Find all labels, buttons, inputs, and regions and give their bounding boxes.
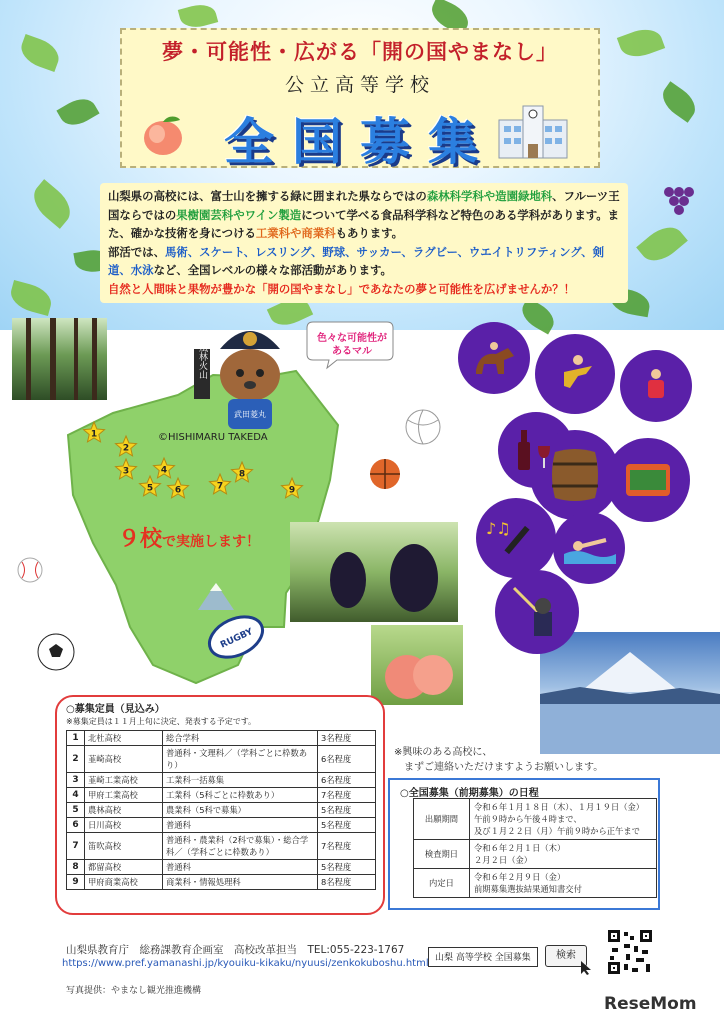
- cell-no: 4: [67, 788, 85, 803]
- kendo-icon: [510, 584, 564, 642]
- svg-text:5: 5: [146, 483, 154, 494]
- soccer-ball-icon: [36, 632, 76, 672]
- school-marker-9: [282, 478, 303, 498]
- cell-dept: 農業科（5科で募集）: [163, 803, 318, 818]
- wrestler-icon: [636, 366, 676, 406]
- cell-quota: 6名程度: [318, 773, 376, 788]
- headline: 夢・可能性・広がる「開の国やまなし」: [162, 40, 558, 64]
- cell-quota: 8名程度: [318, 875, 376, 890]
- svg-text:1: 1: [90, 429, 98, 440]
- cell-quota: 5名程度: [318, 803, 376, 818]
- cell-no: 7: [67, 833, 85, 860]
- mascot-banner-text: 武田菱丸: [234, 410, 266, 419]
- svg-text:8: 8: [238, 469, 246, 480]
- cell-school: 農林高校: [85, 803, 163, 818]
- cell-no: 8: [67, 860, 85, 875]
- weightlifting-icon: [620, 456, 676, 504]
- clarinet-icon: [484, 518, 546, 558]
- photo-credit: 写真提供：やまなし観光推進機構: [66, 986, 202, 996]
- schedule-label: 内定日: [414, 869, 470, 898]
- copyright-caption: ©HISHIMARU TAKEDA: [158, 432, 268, 443]
- footer-url-link[interactable]: https://www.pref.yamanashi.jp/kyouiku-kikaku/nyuusi/zenkokuboshu.html: [62, 958, 429, 969]
- recruitment-title: ○募集定員（見込み）: [66, 704, 165, 715]
- cell-school: 韮崎工業高校: [85, 773, 163, 788]
- table-row: [67, 803, 376, 818]
- swimmer-icon: [562, 530, 618, 566]
- schedule-line: 午前９時から午後４時まで、: [474, 814, 582, 824]
- school-marker-1: [84, 422, 105, 442]
- schedule-label: 出願期間: [414, 799, 470, 840]
- cell-school: 都留高校: [85, 860, 163, 875]
- footer-contact: 山梨県教育庁 総務課教育企画室 高校改革担当 TEL:055-223-1767: [66, 944, 405, 956]
- recruitment-note: ※募集定員は１１月上旬に決定、発表する予定です。: [66, 717, 257, 726]
- school-marker-8: [232, 462, 253, 482]
- schedule-row: [414, 799, 657, 840]
- rugby-ball-icon: [205, 612, 267, 662]
- mascot-flag-text: 風林火山: [197, 343, 207, 379]
- schedule-line: 令和６年１月１８日（木）、１月１９日（金）: [474, 802, 645, 812]
- table-row: [67, 833, 376, 860]
- cell-quota: 5名程度: [318, 860, 376, 875]
- cell-quota: 3名程度: [318, 731, 376, 746]
- resemom-logo: ReseMom: [604, 994, 697, 1014]
- schedule-value: [470, 840, 657, 869]
- cell-school: 甲府商業高校: [85, 875, 163, 890]
- svg-text:6: 6: [174, 485, 182, 496]
- qr-code[interactable]: [606, 928, 654, 976]
- volleyball-icon: [404, 408, 442, 446]
- contact-note-line: ※興味のある高校に、: [394, 747, 493, 758]
- svg-text:RUGBY: RUGBY: [219, 626, 255, 651]
- cell-dept: 商業科・情報処理科: [163, 875, 318, 890]
- schedule-line: 及び１月２２日（月）午前９時から正午まで: [474, 826, 640, 836]
- search-keyword-box: 山梨 高等学校 全国募集: [428, 947, 538, 967]
- schedule-line: ２月２日（金）: [474, 855, 533, 865]
- school-marker-2: [116, 436, 137, 456]
- schedule-line: 前期募集選抜結果通知書交付: [474, 884, 582, 894]
- bubble-text: 色々な可能性があるマル: [317, 333, 387, 357]
- contact-note-line: まずご連絡いただけますようお願いします。: [404, 762, 604, 773]
- svg-text:3: 3: [122, 466, 130, 477]
- cell-quota: 5名程度: [318, 818, 376, 833]
- table-row: [67, 773, 376, 788]
- contact-note: [394, 745, 603, 775]
- cell-dept: 普通科・農業科（2科で募集）・総合学科／（学科ごとに枠数あり）: [163, 833, 318, 860]
- cell-school: 日川高校: [85, 818, 163, 833]
- mascot-character: [190, 313, 310, 438]
- intro-closing: 自然と人間味と果物が豊かな「開の国やまなし」であなたの夢と可能性を広げませんか？！: [108, 281, 576, 296]
- cell-no: 6: [67, 818, 85, 833]
- cursor-icon: [580, 960, 594, 976]
- cell-dept: 普通科: [163, 860, 318, 875]
- schedule-label: 検査期日: [414, 840, 470, 869]
- schedule-value: [470, 799, 657, 840]
- schedule-line: 令和６年２月９日（金）: [474, 872, 566, 882]
- intro-text: 山梨県の高校には、富士山を擁する緑に囲まれた県ならではの森林科学科や造園緑地科、フルーツ王国ならではの果樹園芸科やワイン製造について学べる食品科学科など特色のある学科があります。また、確かな技術を身につける工業科や商業科もあります。 部活では、馬術、スケート、レスリング、野球、サッカー、ラグビー、ウエイトリフティング、剣道、水泳など、全国レベルの様々な部活動があります。 自然と人間味と果物が豊かな「開の国やまなし」であなたの夢と可能性を広げませんか？！: [100, 183, 628, 303]
- nine-schools-label: ９校で実施します！: [118, 527, 261, 552]
- school-marker-5: [140, 476, 161, 496]
- table-row: [67, 788, 376, 803]
- schedule-row: [414, 840, 657, 869]
- cell-school: 北杜高校: [85, 731, 163, 746]
- table-row: [67, 818, 376, 833]
- page-title: 全国募集: [224, 113, 496, 171]
- cell-quota: 7名程度: [318, 833, 376, 860]
- table-row: [67, 746, 376, 773]
- skater-icon: [556, 352, 596, 392]
- table-row: [67, 731, 376, 746]
- school-building-icon: [495, 98, 571, 160]
- cell-no: 3: [67, 773, 85, 788]
- svg-text:4: 4: [160, 465, 168, 476]
- svg-text:7: 7: [216, 481, 224, 492]
- subtitle: 公立高等学校: [284, 74, 435, 96]
- wine-barrel-icon: [547, 446, 603, 504]
- peach-icon: [140, 112, 186, 158]
- svg-text:♪♫: ♪♫: [486, 519, 511, 538]
- cell-dept: 普通科: [163, 818, 318, 833]
- cell-school: 韮崎高校: [85, 746, 163, 773]
- school-marker-4: [154, 458, 175, 478]
- cell-quota: 7名程度: [318, 788, 376, 803]
- cell-school: 甲府工業高校: [85, 788, 163, 803]
- cell-dept: 工業科（5科ごとに枠数あり）: [163, 788, 318, 803]
- schedule-line: 令和６年２月１日（木）: [474, 843, 566, 853]
- table-row: [67, 860, 376, 875]
- svg-text:9: 9: [288, 485, 296, 496]
- cell-quota: 6名程度: [318, 746, 376, 773]
- cell-no: 1: [67, 731, 85, 746]
- wine-bottle-icon: [512, 428, 552, 472]
- schedule-title: ○全国募集（前期募集）の日程: [400, 788, 539, 799]
- svg-text:2: 2: [122, 443, 130, 454]
- schedule-table: [413, 798, 657, 898]
- cell-no: 5: [67, 803, 85, 818]
- cell-no: 9: [67, 875, 85, 890]
- baseball-icon: [16, 556, 44, 584]
- grapes-photo: [290, 522, 458, 622]
- lake-photo: [540, 632, 720, 754]
- cell-dept: 工業科一括募集: [163, 773, 318, 788]
- schedule-row: [414, 869, 657, 898]
- schedule-value: [470, 869, 657, 898]
- school-marker-6: [168, 478, 189, 498]
- horse-rider-icon: [470, 340, 520, 380]
- school-marker-7: [210, 474, 231, 494]
- search-button[interactable]: 検索: [545, 945, 587, 967]
- basketball-icon: [368, 457, 402, 491]
- table-row: [67, 875, 376, 890]
- grape-icon: [655, 180, 699, 224]
- cell-dept: 普通科・文理科／（学科ごとに枠数あり）: [163, 746, 318, 773]
- recruitment-table: [66, 730, 376, 890]
- school-marker-3: [116, 459, 137, 479]
- cell-no: 2: [67, 746, 85, 773]
- peach-photo: [371, 625, 463, 705]
- cell-school: 笛吹高校: [85, 833, 163, 860]
- cell-dept: 総合学科: [163, 731, 318, 746]
